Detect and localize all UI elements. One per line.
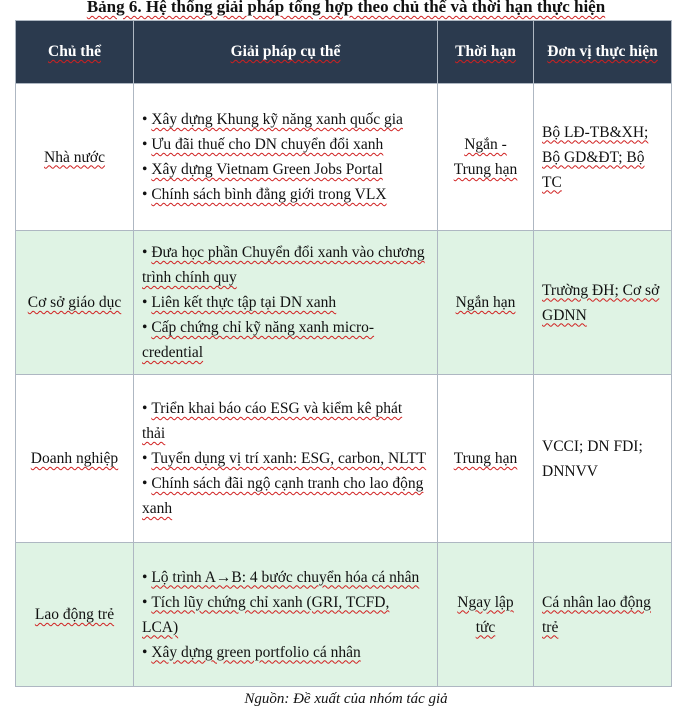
solution-list xyxy=(142,565,429,665)
solution-item xyxy=(142,471,429,521)
cell-subject xyxy=(16,84,134,231)
term-text: Ngắn hạn xyxy=(455,294,516,311)
header-solutions-text: Giải pháp cụ thể xyxy=(230,43,341,60)
units-text: VCCI; DN FDI; DNNVV xyxy=(542,437,643,480)
units-text: Trường ĐH; Cơ sở GDNN xyxy=(542,281,660,324)
source-note: Nguồn: Đề xuất của nhóm tác giả xyxy=(244,691,448,707)
header-term-text: Thời hạn xyxy=(455,43,516,60)
solution-text: Xây dựng Vietnam Green Jobs Portal xyxy=(151,161,383,178)
subject-text: Nhà nước xyxy=(44,148,105,166)
solution-item xyxy=(142,446,429,471)
header-subject xyxy=(16,21,134,84)
cell-solutions xyxy=(134,543,438,687)
table-caption-text: Bảng 6. Hệ thống giải pháp tổng hợp theo chủ thể và thời hạn thực hiện xyxy=(86,0,606,16)
header-units xyxy=(534,21,672,84)
solution-text: Đưa học phần Chuyển đổi xanh vào chương trình chính quy xyxy=(142,244,425,286)
term-text: Trung hạn xyxy=(453,450,518,467)
cell-term xyxy=(438,84,534,231)
solution-item xyxy=(142,590,429,640)
subject-text: Doanh nghiệp xyxy=(30,450,119,467)
solution-text: Xây dựng green portfolio cá nhân xyxy=(151,643,361,661)
solution-list xyxy=(142,396,429,521)
term-text: Ngắn - Trung hạn xyxy=(453,136,518,178)
cell-subject xyxy=(16,231,134,375)
table-header-row xyxy=(16,21,672,84)
units-text: Bộ LĐ-TB&XH; Bộ GD&ĐT; Bộ TC xyxy=(542,123,649,191)
cell-units xyxy=(534,543,672,687)
solution-item xyxy=(142,396,429,446)
solution-item xyxy=(142,240,429,290)
solution-item xyxy=(142,640,429,665)
solution-text: Triển khai báo cáo ESG và kiểm kê phát thải xyxy=(142,400,403,442)
subject-text: Cơ sở giáo dục xyxy=(27,294,122,311)
cell-solutions xyxy=(134,84,438,231)
header-solutions xyxy=(134,21,438,84)
solution-text: Tích lũy chứng chỉ xanh (GRI, TCFD, LCA) xyxy=(142,593,390,636)
solution-item xyxy=(142,132,429,157)
solution-item xyxy=(142,182,429,207)
solution-text: Chính sách bình đẳng giới trong VLX xyxy=(151,186,387,203)
cell-units xyxy=(534,375,672,543)
cell-subject xyxy=(16,375,134,543)
cell-solutions xyxy=(134,375,438,543)
solution-text: Ưu đãi thuế cho DN chuyển đổi xanh xyxy=(151,136,384,153)
table-row xyxy=(16,84,672,231)
cell-units xyxy=(534,231,672,375)
solution-text: Chính sách đãi ngộ cạnh tranh cho lao động xanh xyxy=(142,475,424,517)
solution-item xyxy=(142,107,429,132)
table-caption xyxy=(0,0,692,18)
solutions-table xyxy=(15,20,672,687)
solution-list xyxy=(142,107,429,207)
header-subject-text: Chủ thể xyxy=(48,43,101,60)
header-units-text: Đơn vị thực hiện xyxy=(547,43,658,60)
table-row xyxy=(16,543,672,687)
solution-text: Cấp chứng chỉ kỹ năng xanh micro-credential xyxy=(142,319,375,361)
cell-units xyxy=(534,84,672,231)
solution-list xyxy=(142,240,429,365)
solution-item xyxy=(142,290,429,315)
units-text: Cá nhân lao động trẻ xyxy=(542,593,651,636)
solution-text: Lộ trình A→B: 4 bước chuyển hóa cá nhân xyxy=(151,568,420,586)
solution-item xyxy=(142,565,429,590)
table-row xyxy=(16,375,672,543)
header-term xyxy=(438,21,534,84)
subject-text: Lao động trẻ xyxy=(34,606,115,623)
cell-term xyxy=(438,543,534,687)
table-row xyxy=(16,231,672,375)
solution-text: Tuyển dụng vị trí xanh: ESG, carbon, NLTT xyxy=(151,450,427,467)
cell-subject xyxy=(16,543,134,687)
solution-item xyxy=(142,157,429,182)
solution-item xyxy=(142,315,429,365)
cell-term xyxy=(438,231,534,375)
cell-term xyxy=(438,375,534,543)
cell-solutions xyxy=(134,231,438,375)
solution-text: Xây dựng Khung kỹ năng xanh quốc gia xyxy=(151,111,403,128)
term-text: Ngay lập tức xyxy=(457,593,514,636)
solution-text: Liên kết thực tập tại DN xanh xyxy=(151,294,337,311)
